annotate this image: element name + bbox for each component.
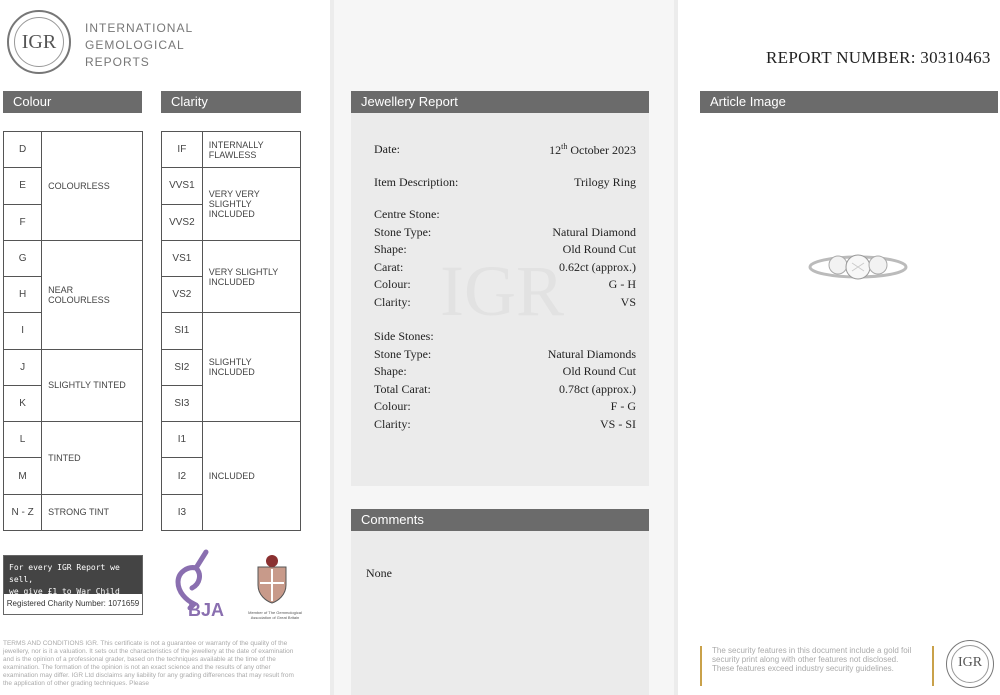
side-row: Clarity: VS - SI (374, 416, 636, 431)
security-note: The security features in this document include a gold foil security print along with other features not disclosed. These features exceed industry security guidelines. (712, 646, 912, 673)
comments-text: None (366, 566, 392, 580)
grading-panel: IGR INTERNATIONAL GEMOLOGICAL REPORTS Colour Clarity D COLOURLESS E F G NEAR COLOURLESS H I J SLIGHTLY TINTED K L TINTED M N - Z STRONG TINT IF INTERNALLY FLAWLESS VVS1 VERY VERY SLIGHTLY INCLUDED VVS2 VS1 VERY SLIGHTLY INCLUDED VS2 SI1 SLIGHTLY INCLUDED SI2 SI3 I1 INCLUDED I2 I3 For every IGR Report we sell, we give £1 to War Child Registered Charity Number: 1071659 BJA Member of The Gemmological Association of Great Britain TERMS AND CONDITIONS IGR. This certificate is not a guarantee or warranty of the quality of the jewellery, nor is it a valuation. It sets out the characteristics of the jewellery at the date of examination and is the opinion of a professional grader, based on the techniques available at the time of the examination. The formation of the opinion is not an exact science and the results of any other examination may differ. IGR Ltd disclaims any liability for any grading differences that may result from the application of other grading techniques. Please (0, 0, 330, 695)
clarity-group: INCLUDED (202, 422, 300, 531)
colour-group: NEAR COLOURLESS (42, 240, 143, 349)
report-details (374, 140, 636, 434)
article-image-heading: Article Image (700, 91, 998, 113)
colour-group: TINTED (42, 422, 143, 495)
item-description-row: Item Description: Trilogy Ring (374, 174, 636, 189)
side-row: Colour: F - G (374, 399, 636, 413)
comments-body (351, 531, 649, 695)
fold-divider (674, 0, 678, 695)
gold-foil-strip (932, 646, 934, 686)
centre-row: Colour: G - H (374, 277, 636, 291)
centre-stone-heading: Centre Stone: (374, 207, 440, 221)
trilogy-ring-image (808, 245, 908, 295)
centre-row: Stone Type: Natural Diamond (374, 224, 636, 239)
side-row: Shape: Old Round Cut (374, 364, 636, 378)
side-row: Stone Type: Natural Diamonds (374, 346, 636, 361)
comments-heading: Comments (351, 509, 649, 531)
gemmological-crest-logo (252, 553, 292, 605)
side-stones-heading: Side Stones: (374, 329, 434, 343)
charity-box: For every IGR Report we sell, we give £1 to War Child Registered Charity Number: 1071659 (3, 555, 143, 615)
report-number: REPORT NUMBER: 30310463 (766, 48, 991, 67)
clarity-heading: Clarity (161, 91, 301, 113)
clarity-group: VERY SLIGHTLY INCLUDED (202, 240, 300, 313)
terms-and-conditions: TERMS AND CONDITIONS IGR. This certificate is not a guarantee or warranty of the quality of the jewellery, nor is it a valuation. It sets out the characteristics of the jewellery at the date of examination and is the opinion of a professional grader, based on the techniques available at the time of the examination. The formation of the opinion is not an exact science and the results of any other examination may differ. IGR Ltd disclaims any liability for any grading differences that may result from the application of other grading techniques. Please (3, 640, 294, 687)
side-row: Total Carat: 0.78ct (approx.) (374, 381, 636, 396)
centre-row: Shape: Old Round Cut (374, 242, 636, 256)
clarity-scale-table: IF INTERNALLY FLAWLESS VVS1 VERY VERY SLIGHTLY INCLUDED VVS2 VS1 VERY SLIGHTLY INCLUDED VS2 SI1 SLIGHTLY INCLUDED SI2 SI3 I1 INCLUDED I2 I3 (161, 131, 301, 531)
igr-logo: IGR (7, 10, 71, 74)
bja-label: BJA (188, 600, 225, 620)
centre-row: Clarity: VS (374, 294, 636, 309)
clarity-group: SLIGHTLY INCLUDED (202, 313, 300, 422)
date-row: Date: 12th October 2023 (374, 142, 636, 157)
jewellery-report-heading: Jewellery Report (351, 91, 649, 113)
igr-watermark: IGR (440, 251, 564, 331)
colour-heading: Colour (3, 91, 142, 113)
colour-group: COLOURLESS (42, 132, 143, 241)
igr-logo-small: IGR (946, 640, 994, 688)
gold-foil-strip (700, 646, 702, 686)
centre-row: Carat: 0.62ct (approx.) (374, 259, 636, 274)
organisation-name: INTERNATIONAL GEMOLOGICAL REPORTS (85, 21, 194, 69)
colour-group: SLIGHTLY TINTED (42, 349, 143, 422)
colour-group: STRONG TINT (42, 494, 143, 530)
clarity-group: VERY VERY SLIGHTLY INCLUDED (202, 168, 300, 241)
colour-scale-table: D COLOURLESS E F G NEAR COLOURLESS H I J SLIGHTLY TINTED K L TINTED M N - Z STRONG TINT (3, 131, 143, 531)
clarity-group: INTERNALLY FLAWLESS (202, 132, 300, 168)
